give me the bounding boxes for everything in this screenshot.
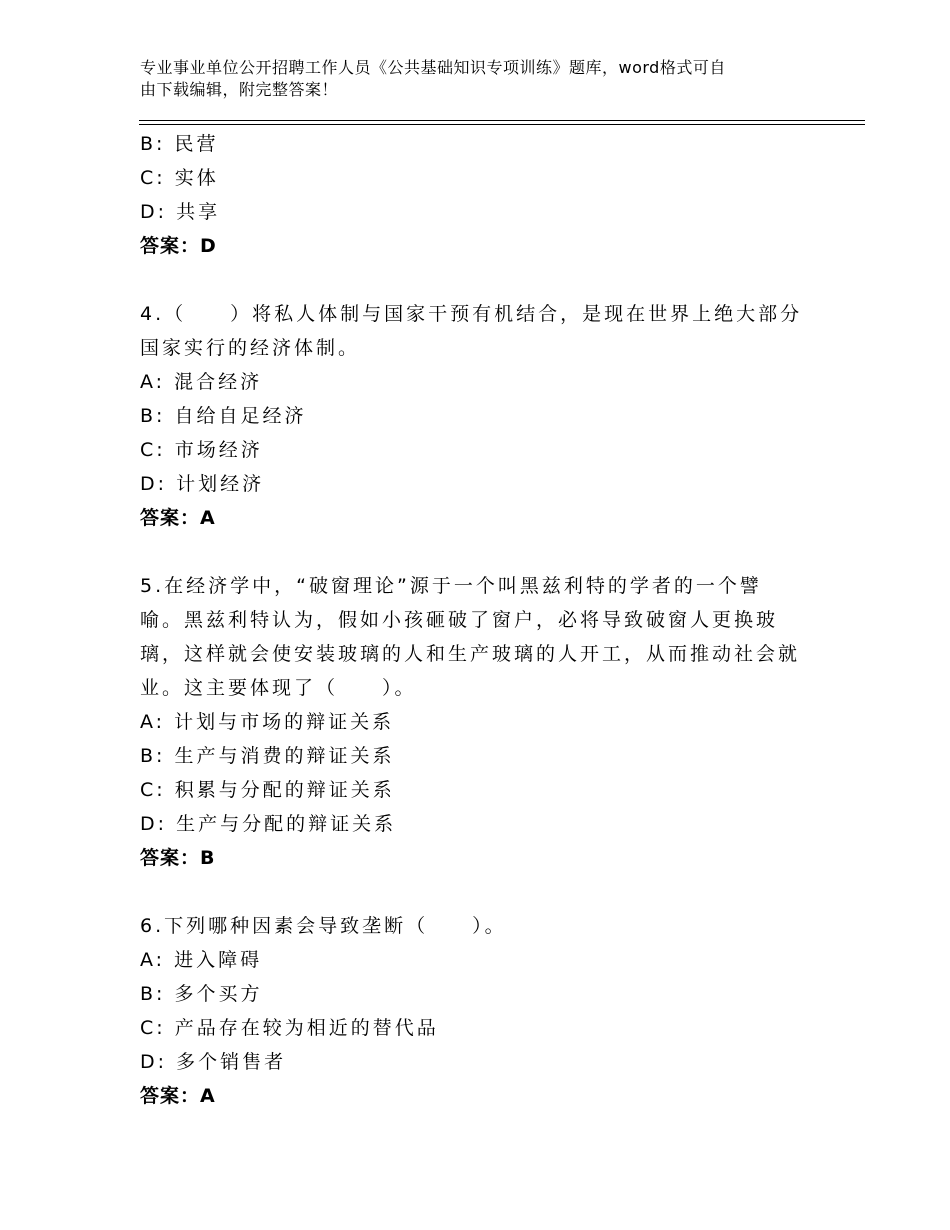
spacer: [140, 535, 840, 569]
option-d: D: 生产与分配的辩证关系: [140, 813, 397, 835]
spacer: [140, 263, 840, 297]
spacer: [140, 875, 840, 909]
option-b: B: 民营: [140, 133, 219, 155]
header-rule-bottom: [139, 124, 865, 125]
question-text: 璃，这样就会使安装玻璃的人和生产玻璃的人开工，从而推动社会就: [140, 643, 801, 665]
option-d: D: 共享: [140, 201, 221, 223]
question-text: 国家实行的经济体制。: [140, 337, 361, 359]
option-d: D: 多个销售者: [140, 1051, 287, 1073]
question-3: [140, 127, 840, 263]
question-5: [140, 569, 840, 875]
question-text: 4.（ ）将私人体制与国家干预有机结合，是现在世界上绝大部分: [140, 303, 803, 325]
page-header: [140, 57, 830, 101]
question-6: [140, 909, 840, 1113]
option-a: A: 计划与市场的辩证关系: [140, 711, 395, 733]
question-text: 5.在经济学中，“破窗理论”源于一个叫黑兹利特的学者的一个譬: [140, 575, 762, 597]
option-b: B: 自给自足经济: [140, 405, 307, 427]
option-c: C: 实体: [140, 167, 219, 189]
option-a: A: 进入障碍: [140, 949, 263, 971]
document-body: [140, 127, 840, 1113]
answer: 答案：A: [140, 507, 216, 529]
answer: 答案：D: [140, 235, 217, 257]
answer: 答案：B: [140, 847, 216, 869]
answer: 答案：A: [140, 1085, 216, 1107]
option-b: B: 生产与消费的辩证关系: [140, 745, 395, 767]
question-text: 6.下列哪种因素会导致垄断（ ）。: [140, 915, 507, 937]
question-4: [140, 297, 840, 535]
option-b: B: 多个买方: [140, 983, 263, 1005]
header-rule-top: [139, 120, 865, 121]
option-a: A: 混合经济: [140, 371, 263, 393]
question-text: 业。这主要体现了（ ）。: [140, 677, 417, 699]
option-c: C: 产品存在较为相近的替代品: [140, 1017, 439, 1039]
header-line-2: 由下载编辑，附完整答案！: [140, 80, 339, 99]
option-d: D: 计划经济: [140, 473, 265, 495]
header-line-1: 专业事业单位公开招聘工作人员《公共基础知识专项训练》题库，word格式可自: [140, 58, 726, 77]
option-c: C: 积累与分配的辩证关系: [140, 779, 395, 801]
option-c: C: 市场经济: [140, 439, 263, 461]
question-text: 喻。黑兹利特认为，假如小孩砸破了窗户，必将导致破窗人更换玻: [140, 609, 779, 631]
